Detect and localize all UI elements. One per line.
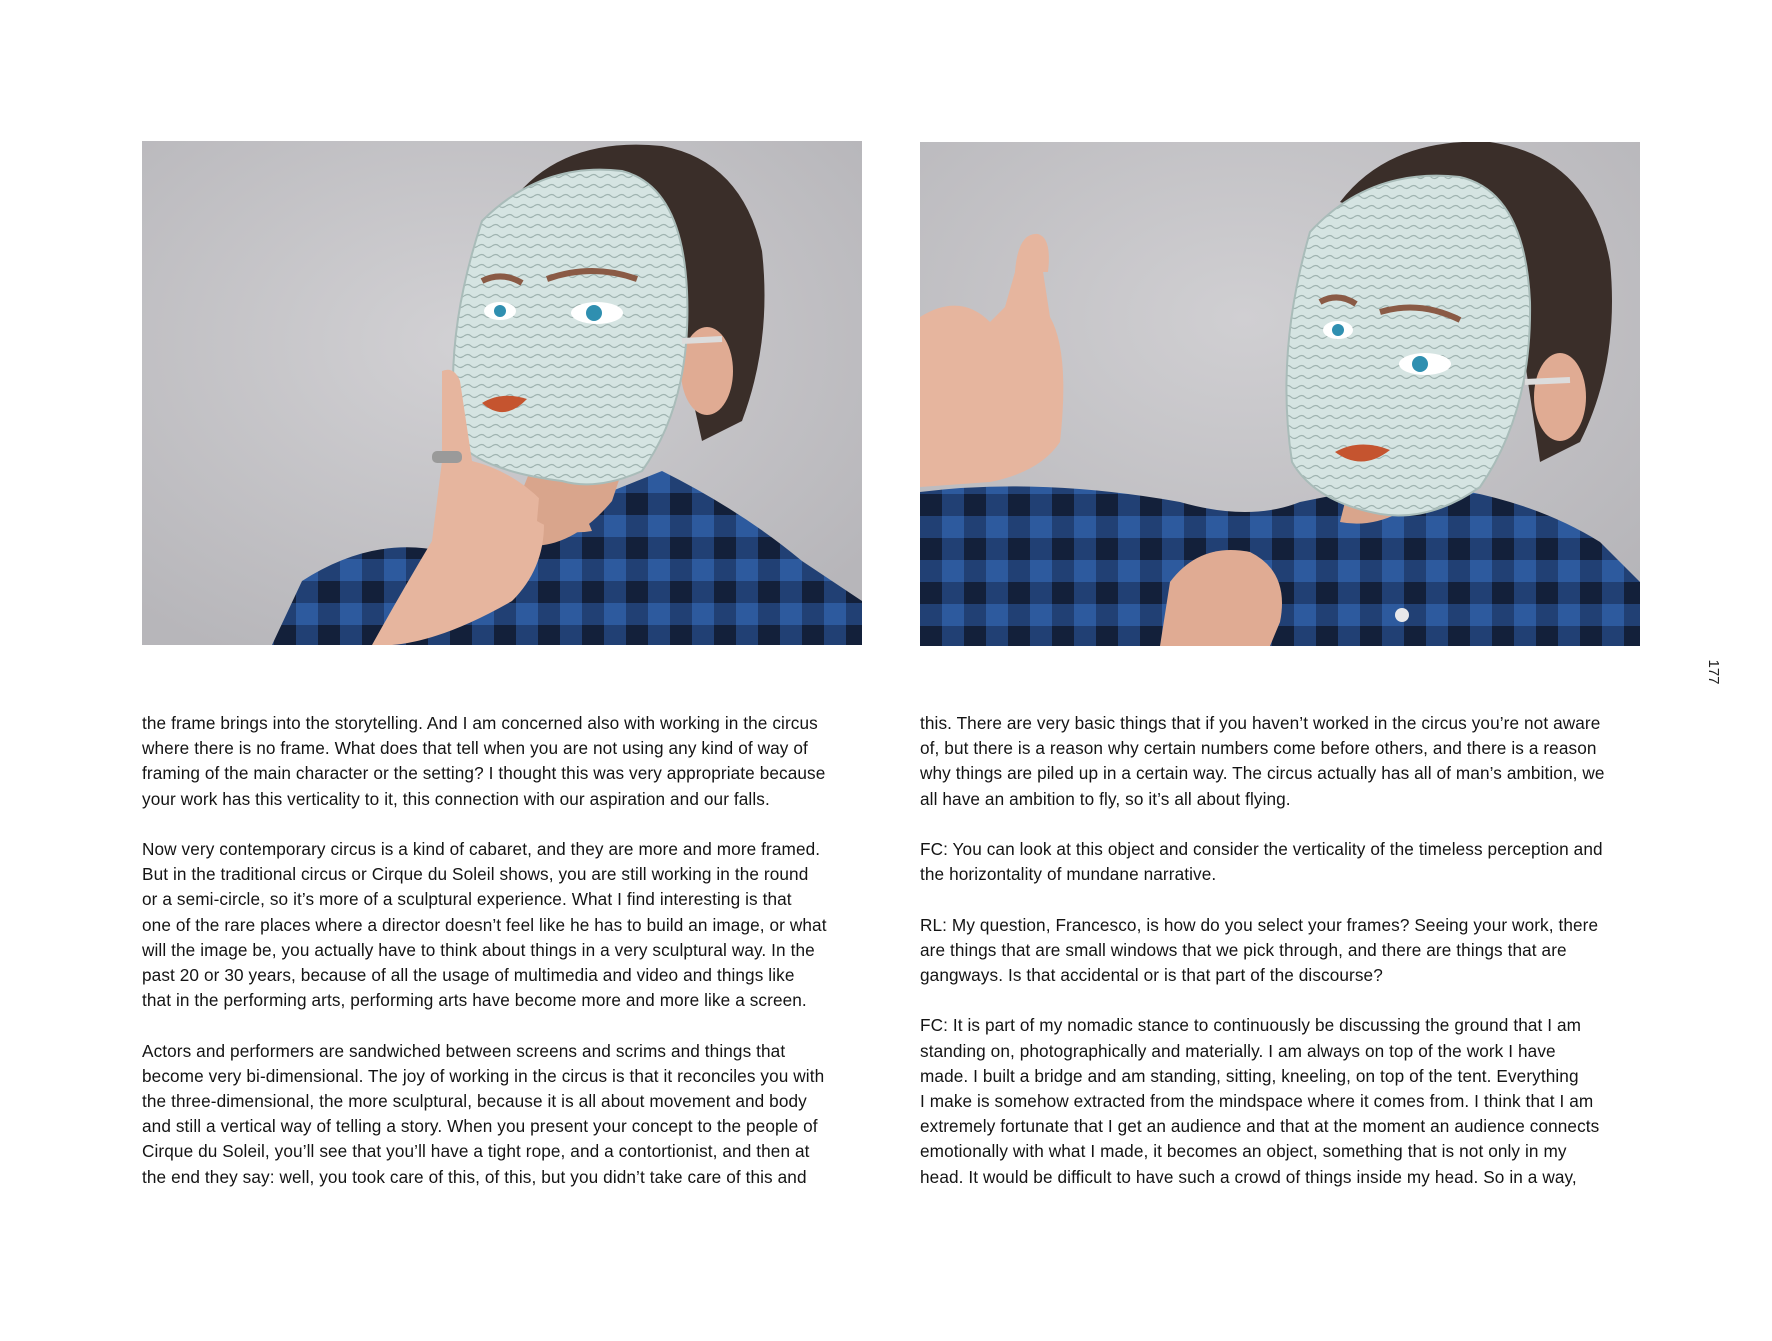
photo-masked-man-finger-on-lips xyxy=(142,141,862,645)
text-line: extremely fortunate that I get an audience and that at the moment an audience connects xyxy=(920,1116,1600,1137)
text-line: become very bi-dimensional. The joy of working in the circus is that it reconciles you with xyxy=(142,1065,825,1086)
paragraph xyxy=(142,837,868,1013)
text-line: past 20 or 30 years, because of all the usage of multimedia and video and things like xyxy=(142,965,795,986)
text-line: are things that are small windows that we pick through, and there are things that are xyxy=(920,939,1567,960)
text-line: RL: My question, Francesco, is how do you select your frames? Seeing your work, there xyxy=(920,914,1599,935)
photo-left-illustration xyxy=(142,141,862,645)
text-line: the horizontality of mundane narrative. xyxy=(920,864,1217,885)
text-line: this. There are very basic things that if you haven’t worked in the circus you’re not aware xyxy=(920,713,1601,733)
text-line: Now very contemporary circus is a kind of cabaret, and they are more and more framed. xyxy=(142,839,821,859)
text-line: all have an ambition to fly, so it’s all about flying. xyxy=(920,788,1291,809)
text-line: of, but there is a reason why certain numbers come before others, and there is a reason xyxy=(920,738,1597,759)
text-line: the frame brings into the storytelling. And I am concerned also with working in the circus xyxy=(142,713,818,733)
text-line: where there is no frame. What does that tell when you are not using any kind of way of xyxy=(142,738,808,759)
text-line: and still a vertical way of telling a story. When you present your concept to the people of xyxy=(142,1116,818,1137)
text-line: one of the rare places where a director doesn’t feel like he has to build an image, or what xyxy=(142,914,827,935)
text-column-right xyxy=(920,711,1646,1215)
text-line: that in the performing arts, performing arts have become more and more like a screen. xyxy=(142,990,807,1011)
text-line: emotionally with what I made, it becomes an object, something that is not only in my xyxy=(920,1141,1567,1162)
paragraph xyxy=(920,1013,1646,1189)
text-line: standing on, photographically and materially. I am always on top of the work I have xyxy=(920,1040,1556,1061)
paragraph xyxy=(142,1039,868,1190)
photo-masked-man-raised-hand xyxy=(920,142,1640,646)
page-number: 177 xyxy=(1705,659,1722,685)
paragraph xyxy=(142,711,868,812)
text-line: made. I built a bridge and am standing, sitting, kneeling, on top of the tent. Everything xyxy=(920,1065,1579,1086)
text-column-left xyxy=(142,711,868,1215)
text-line: will the image be, you actually have to think about things in a very sculptural way. In the xyxy=(142,939,815,960)
text-line: your work has this verticality to it, this connection with our aspiration and our falls. xyxy=(142,788,770,809)
text-line: or a semi-circle, so it’s more of a sculptural experience. What I find interesting is that xyxy=(142,889,792,910)
text-line: head. It would be difficult to have such a crowd of things inside my head. So in a way, xyxy=(920,1166,1577,1187)
text-line: the end they say: well, you took care of this, of this, but you didn’t take care of this and xyxy=(142,1166,807,1187)
paragraph xyxy=(920,711,1646,812)
text-line: FC: It is part of my nomadic stance to continuously be discussing the ground that I am xyxy=(920,1015,1582,1036)
text-line: Actors and performers are sandwiched between screens and scrims and things that xyxy=(142,1040,786,1061)
text-line: But in the traditional circus or Cirque du Soleil shows, you are still working in the round xyxy=(142,864,809,885)
text-line: gangways. Is that accidental or is that part of the discourse? xyxy=(920,965,1383,985)
text-line: I make is somehow extracted from the mindspace where it comes from. I think that I am xyxy=(920,1091,1594,1111)
text-line: Cirque du Soleil, you’ll see that you’ll have a tight rope, and a contortionist, and then at xyxy=(142,1141,810,1162)
text-line: FC: You can look at this object and consider the verticality of the timeless perception and xyxy=(920,839,1603,859)
paragraph xyxy=(920,913,1646,989)
text-line: the three-dimensional, the more sculptural, because it is all about movement and body xyxy=(142,1091,807,1112)
text-line: framing of the main character or the setting? I thought this was very appropriate because xyxy=(142,763,826,784)
paragraph xyxy=(920,837,1646,887)
text-line: why things are piled up in a certain way. The circus actually has all of man’s ambition, we xyxy=(920,763,1605,784)
photo-right-illustration xyxy=(920,142,1640,646)
